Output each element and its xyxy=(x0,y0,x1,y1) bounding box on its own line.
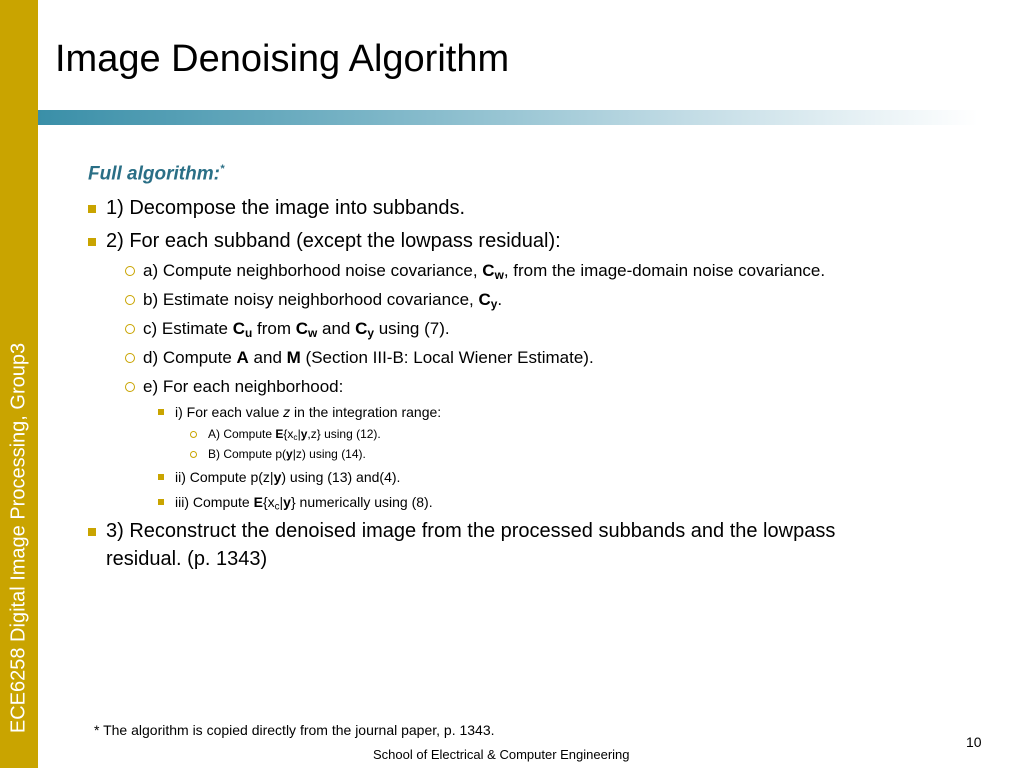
step-3-line-1: 3) Reconstruct the denoised image from the processed subbands and the lowpass xyxy=(106,520,836,542)
circle-bullet-icon xyxy=(125,324,135,334)
square-bullet-icon xyxy=(88,205,96,213)
footnote: * The algorithm is copied directly from the journal paper, p. 1343. xyxy=(94,722,495,738)
step-2e-i-B: B) Compute p(y|z) using (14). xyxy=(208,447,366,461)
circle-bullet-icon xyxy=(190,451,197,458)
step-2e: e) For each neighborhood: xyxy=(143,377,344,396)
step-2e-ii: ii) Compute p(z|y) using (13) and(4). xyxy=(175,469,401,485)
step-2e-i-A: A) Compute $E\{x_c|y,z\}$ using (12). xyxy=(208,427,381,443)
slide-title: Image Denoising Algorithm xyxy=(55,38,510,80)
footer-school: School of Electrical & Computer Engineering xyxy=(373,747,630,762)
sidebar xyxy=(0,0,38,768)
step-2a: a) Compute neighborhood noise covariance, $C_w$, from the image-domain noise covariance. xyxy=(143,261,826,282)
circle-bullet-icon xyxy=(125,382,135,392)
step-2: 2) For each subband (except the lowpass residual): xyxy=(106,230,561,252)
square-bullet-icon xyxy=(158,474,164,480)
square-bullet-icon xyxy=(88,528,96,536)
step-2e-iii: iii) Compute $E\{x_c|y\}$ numerically using (8). xyxy=(175,494,433,513)
section-heading: Full algorithm:* xyxy=(88,163,225,185)
circle-bullet-icon xyxy=(125,266,135,276)
step-2c: c) Estimate $C_u$ from $C_w$ and $C_y$ using (7). xyxy=(143,319,450,340)
circle-bullet-icon xyxy=(125,295,135,305)
square-bullet-icon xyxy=(158,499,164,505)
square-bullet-icon xyxy=(88,238,96,246)
step-1: 1) Decompose the image into subbands. xyxy=(106,197,466,219)
title-underline-bar xyxy=(38,110,978,125)
course-label: ECE6258 Digital Image Processing, Group3 xyxy=(7,342,30,734)
step-3-line-2: residual. (p. 1343) xyxy=(106,548,268,570)
step-2b: b) Estimate noisy neighborhood covariance, $C_y$. xyxy=(143,290,503,311)
page-number: 10 xyxy=(966,734,982,750)
square-bullet-icon xyxy=(158,409,164,415)
step-2e-i: i) For each value z in the integration range: xyxy=(175,404,442,420)
step-2d: d) Compute A and M (Section III-B: Local Wiener Estimate). xyxy=(143,348,594,367)
circle-bullet-icon xyxy=(125,353,135,363)
circle-bullet-icon xyxy=(190,431,197,438)
